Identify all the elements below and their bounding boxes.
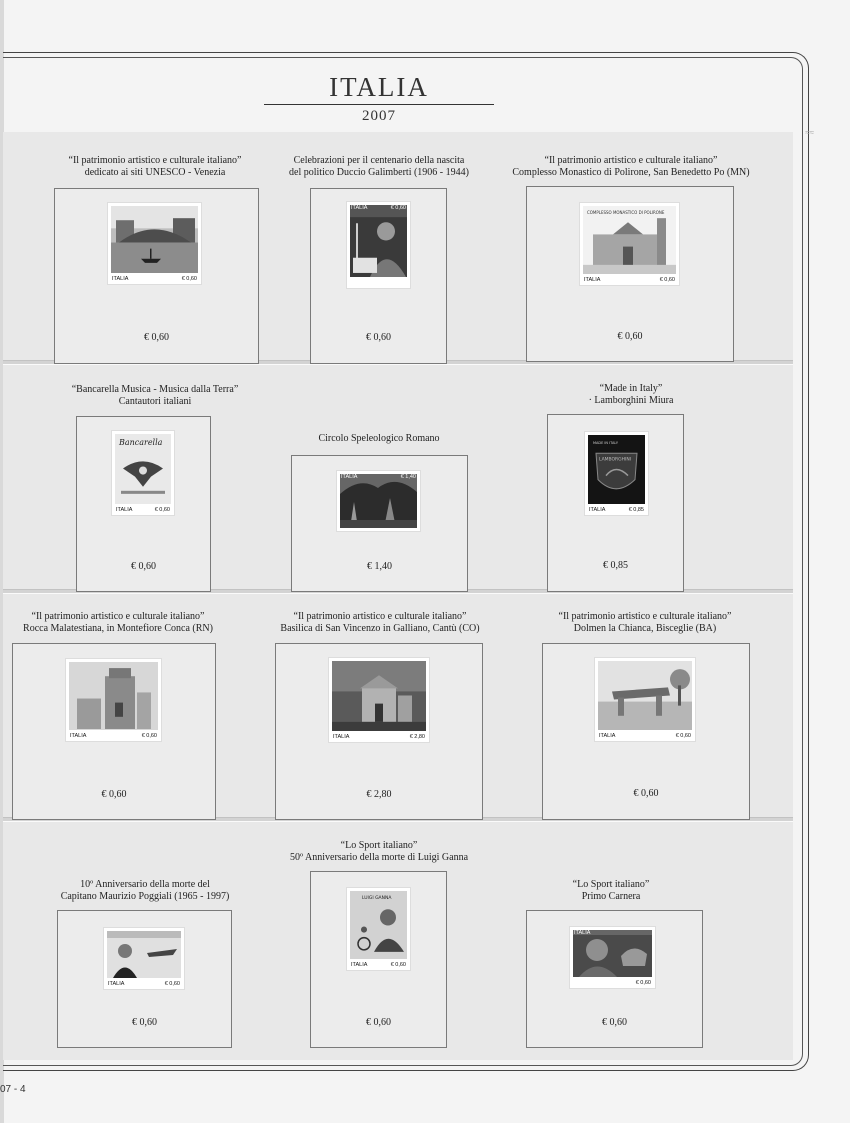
stamp-basilica [329,658,429,742]
stamp-caption: “Lo Sport italiano” Primo Carnera [572,879,650,902]
stamp-value-text: € 0,60 [181,276,197,282]
stamp-country-text: ITALIA [341,474,358,480]
stamp-price: € 0,60 [602,1017,627,1028]
stamp-carnera [570,927,655,988]
svg-text:LUIGI GANNA: LUIGI GANNA [362,896,392,902]
stamp-country-text: ITALIA [116,507,133,513]
stamp-caption: Celebrazioni per il centenario della nascita del politico Duccio Galimberti (1906 - 1944) [289,155,469,178]
stamp-polirone [580,203,679,285]
stamp-image [588,435,645,504]
stamp-speleologico [337,471,420,531]
stamp-image [583,206,676,274]
stamp-value-text: € 2,80 [409,734,425,740]
stamp-ganna [347,888,410,970]
svg-text:MADE IN ITALY: MADE IN ITALY [593,441,619,446]
stamp-image [111,206,198,273]
stamp-price: € 0,60 [144,332,169,343]
stamp-price: € 0,60 [633,788,659,799]
stamp-price: € 0,60 [132,1017,157,1028]
stamp-country-text: ITALIA [112,276,129,282]
page-number: 07 - 4 [0,1084,26,1095]
svg-text:COMPLESSO MONASTICO DI POLIRON: COMPLESSO MONASTICO DI POLIRONE [587,210,665,216]
page-title: ITALIA [329,72,429,102]
stamp-price: € 0,60 [366,332,391,343]
stamp-bancarella [112,431,174,515]
stamp-value-text: € 0,60 [141,733,157,739]
stamp-caption: “Lo Sport italiano” 50º Anniversario della morte di Luigi Ganna [289,840,469,863]
stamp-value-text: € 0,60 [154,507,170,513]
stamp-caption: “Bancarella Musica - Musica dalla Terra” Cantautori italiani [71,384,239,407]
stamp-caption: “Made in Italy” · Lamborghini Miura [588,383,674,406]
corner-pencil-mark: ≈≈ [805,128,814,137]
stamp-image [69,662,158,730]
stamp-caption: “Il patrimonio artistico e culturale italiano” Dolmen la Chianca, Bisceglie (BA) [558,611,732,634]
stamp-price: € 0,60 [131,561,156,572]
stamp-value-text: € 1,40 [400,474,416,480]
stamp-caption: “Il patrimonio artistico e culturale italiano” dedicato ai siti UNESCO - Venezia [68,155,242,178]
stamp-price: € 0,60 [101,789,127,800]
stamp-image [350,891,407,959]
stamp-country-text: ITALIA [589,507,606,513]
stamp-caption: “Il patrimonio artistico e culturale italiano” Basilica di San Vincenzo in Galliano, Cantù (CO) [280,611,480,634]
stamp-value-text: € 0,60 [635,980,651,986]
stamp-poggiali [104,928,184,989]
stamp-country-text: ITALIA [599,733,616,739]
stamp-value-text: € 0,85 [628,507,644,513]
svg-text:Bancarella: Bancarella [119,438,163,448]
stamp-country-text: ITALIA [333,734,350,740]
stamp-caption: Circolo Speleologico Romano [318,433,440,444]
stamp-image [598,661,692,730]
stamp-venezia [108,203,201,284]
title-rule [264,104,494,105]
stamp-lamborghini [585,432,648,515]
stamp-price: € 0,85 [603,560,628,571]
stamp-country-text: ITALIA [574,930,591,936]
svg-text:LAMBORGHINI: LAMBORGHINI [599,457,632,463]
stamp-image [340,474,417,528]
stamp-image [573,930,652,977]
stamp-image [332,661,426,731]
stamp-price: € 2,80 [366,789,392,800]
stamp-value-text: € 0,60 [164,981,180,987]
stamp-galimberti [347,202,410,288]
stamp-caption: “Il patrimonio artistico e culturale italiano” Rocca Malatestiana, in Montefiore Conca (RN) [23,611,213,634]
stamp-country-text: ITALIA [351,205,368,211]
stamp-image [115,434,171,504]
stamp-country-text: ITALIA [70,733,87,739]
stamp-caption: 10º Anniversario della morte del Capitano Maurizio Poggiali (1965 - 1997) [60,879,230,902]
stamp-value-text: € 0,60 [659,277,675,283]
stamp-value-text: € 0,60 [390,205,406,211]
page-year: 2007 [362,108,396,124]
stamp-dolmen [595,658,695,741]
stamp-value-text: € 0,60 [675,733,691,739]
stamp-image [350,205,407,277]
stamp-value-text: € 0,60 [390,962,406,968]
stamp-rocca [66,659,161,741]
stamp-caption: “Il patrimonio artistico e culturale italiano” Complesso Monastico di Polirone, San Benedetto Po (MN) [512,155,750,178]
stamp-country-text: ITALIA [584,277,601,283]
stamp-price: € 1,40 [367,561,392,572]
stamp-image [107,931,181,978]
stamp-price: € 0,60 [617,331,643,342]
stamp-price: € 0,60 [366,1017,391,1028]
stamp-country-text: ITALIA [351,962,368,968]
stamp-country-text: ITALIA [108,981,125,987]
